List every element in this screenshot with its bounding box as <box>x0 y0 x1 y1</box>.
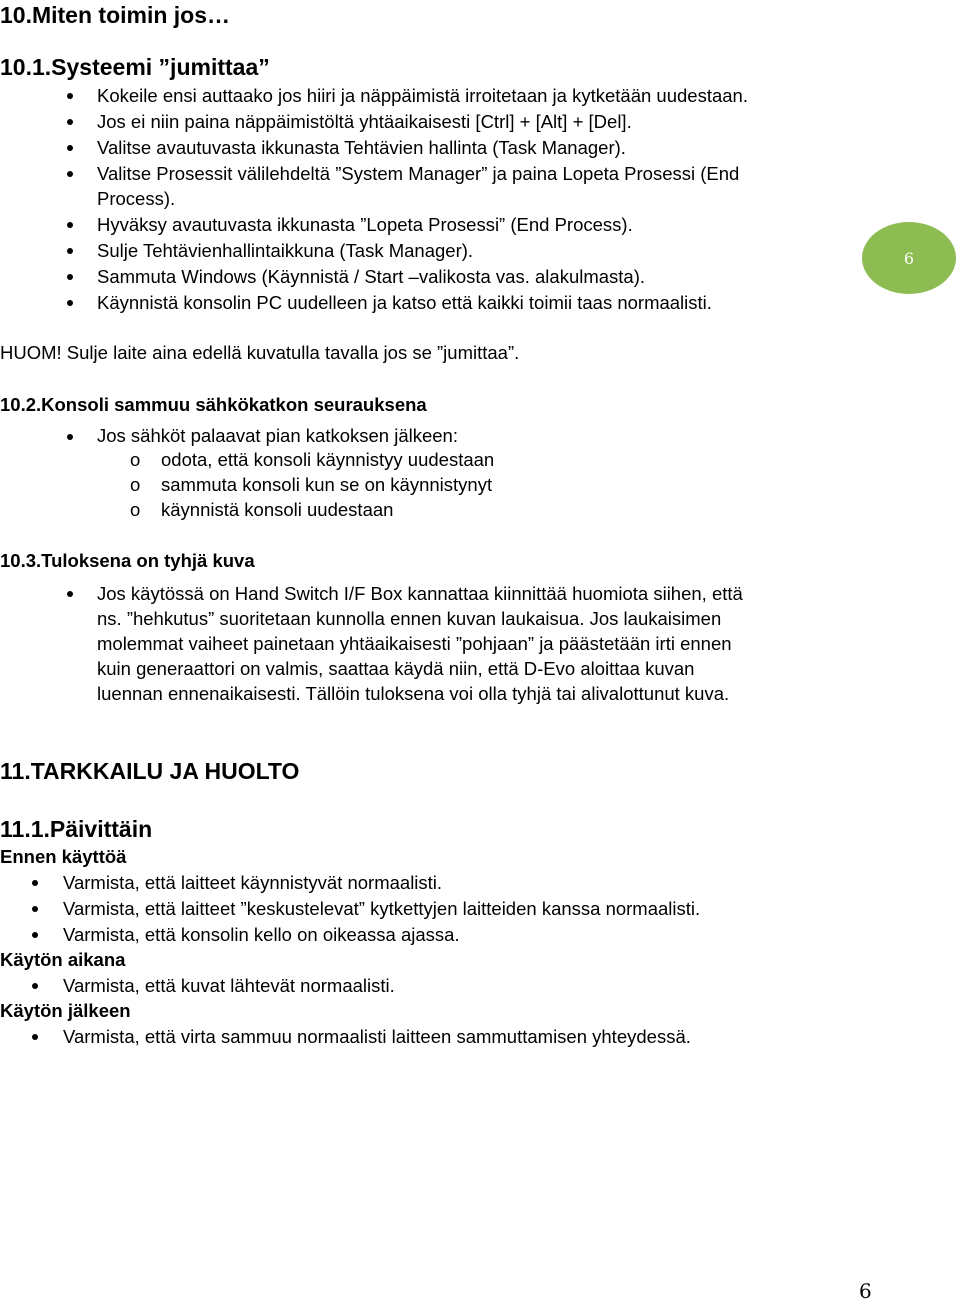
list-item: Valitse avautuvasta ikkunasta Tehtävien hallinta (Task Manager). <box>97 137 626 158</box>
bullet-icon <box>67 145 73 151</box>
bullet-icon <box>67 434 73 440</box>
list-item-continuation: kuin generaattori on valmis, saattaa käydä niin, että D-Evo aloittaa kuvan <box>97 658 695 679</box>
list-item-continuation: Process). <box>97 188 176 209</box>
bullet-icon <box>67 248 73 254</box>
bullet-icon <box>67 119 73 125</box>
list-item: Jos sähköt palaavat pian katkoksen jälkeen: <box>97 425 458 446</box>
section-11-1-title: 11.1.Päivittäin <box>0 816 153 842</box>
list-item-continuation: luennan ennenaikaisesti. Tällöin tuloksena voi olla tyhjä tai alivalottunut kuva. <box>97 683 730 704</box>
bullet-icon <box>67 93 73 99</box>
list-item: Varmista, että kuvat lähtevät normaalisti. <box>63 975 395 996</box>
note-text: HUOM! Sulje laite aina edellä kuvatulla tavalla jos se ”jumittaa”. <box>0 342 520 363</box>
sub-bullet-marker: o <box>130 474 141 495</box>
bullet-icon <box>67 274 73 280</box>
sub-bullet-marker: o <box>130 449 141 470</box>
bullet-icon <box>67 222 73 228</box>
bullet-icon <box>67 300 73 306</box>
bullet-icon <box>32 906 38 912</box>
page-badge: 6 <box>862 222 956 294</box>
list-item: Varmista, että laitteet ”keskustelevat” kytkettyjen laitteiden kanssa normaalisti. <box>63 898 701 919</box>
section-10-2-title: 10.2.Konsoli sammuu sähkökatkon seurauksena <box>0 394 427 415</box>
bullet-icon <box>32 880 38 886</box>
sub-list-item: käynnistä konsoli uudestaan <box>161 499 394 520</box>
subheading-before-use: Ennen käyttöä <box>0 846 127 867</box>
section-10-3-title: 10.3.Tuloksena on tyhjä kuva <box>0 550 255 571</box>
subheading-after-use: Käytön jälkeen <box>0 1000 131 1021</box>
sub-bullet-marker: o <box>130 499 141 520</box>
list-item: Kokeile ensi auttaako jos hiiri ja näppäimistä irroitetaan ja kytketään uudestaan. <box>97 85 748 106</box>
subheading-during-use: Käytön aikana <box>0 949 126 970</box>
sub-list-item: sammuta konsoli kun se on käynnistynyt <box>161 474 493 495</box>
list-item: Hyväksy avautuvasta ikkunasta ”Lopeta Prosessi” (End Process). <box>97 214 633 235</box>
list-item-continuation: ns. ”hehkutus” suoritetaan kunnolla ennen kuvan laukaisua. Jos laukaisimen <box>97 608 722 629</box>
bullet-icon <box>67 591 73 597</box>
section-11-title: 11.TARKKAILU JA HUOLTO <box>0 758 300 784</box>
list-item: Varmista, että konsolin kello on oikeassa ajassa. <box>63 924 460 945</box>
list-item: Jos ei niin paina näppäimistöltä yhtäaikaisesti [Ctrl] + [Alt] + [Del]. <box>97 111 632 132</box>
list-item: Varmista, että virta sammuu normaalisti laitteen sammuttamisen yhteydessä. <box>63 1026 691 1047</box>
list-item: Varmista, että laitteet käynnistyvät normaalisti. <box>63 872 443 893</box>
list-item-continuation: molemmat vaiheet painetaan yhtäaikaisesti ”pohjaan” ja päästetään irti ennen <box>97 633 732 654</box>
list-item: Sammuta Windows (Käynnistä / Start –valikosta vas. alakulmasta). <box>97 266 646 287</box>
sub-list-item: odota, että konsoli käynnistyy uudestaan <box>161 449 495 470</box>
bullet-icon <box>32 1034 38 1040</box>
list-item: Valitse Prosessit välilehdeltä ”System Manager” ja paina Lopeta Prosessi (End <box>97 163 740 184</box>
list-item: Sulje Tehtävienhallintaikkuna (Task Manager). <box>97 240 474 261</box>
section-10-title: 10.Miten toimin jos… <box>0 2 231 28</box>
page-number: 6 <box>859 1279 872 1303</box>
section-10-1-title: 10.1.Systeemi ”jumittaa” <box>0 54 270 80</box>
list-item: Jos käytössä on Hand Switch I/F Box kannattaa kiinnittää huomiota siihen, että <box>97 583 743 604</box>
bullet-icon <box>32 932 38 938</box>
list-item: Käynnistä konsolin PC uudelleen ja katso että kaikki toimii taas normaalisti. <box>97 292 712 313</box>
bullet-icon <box>32 983 38 989</box>
bullet-icon <box>67 171 73 177</box>
